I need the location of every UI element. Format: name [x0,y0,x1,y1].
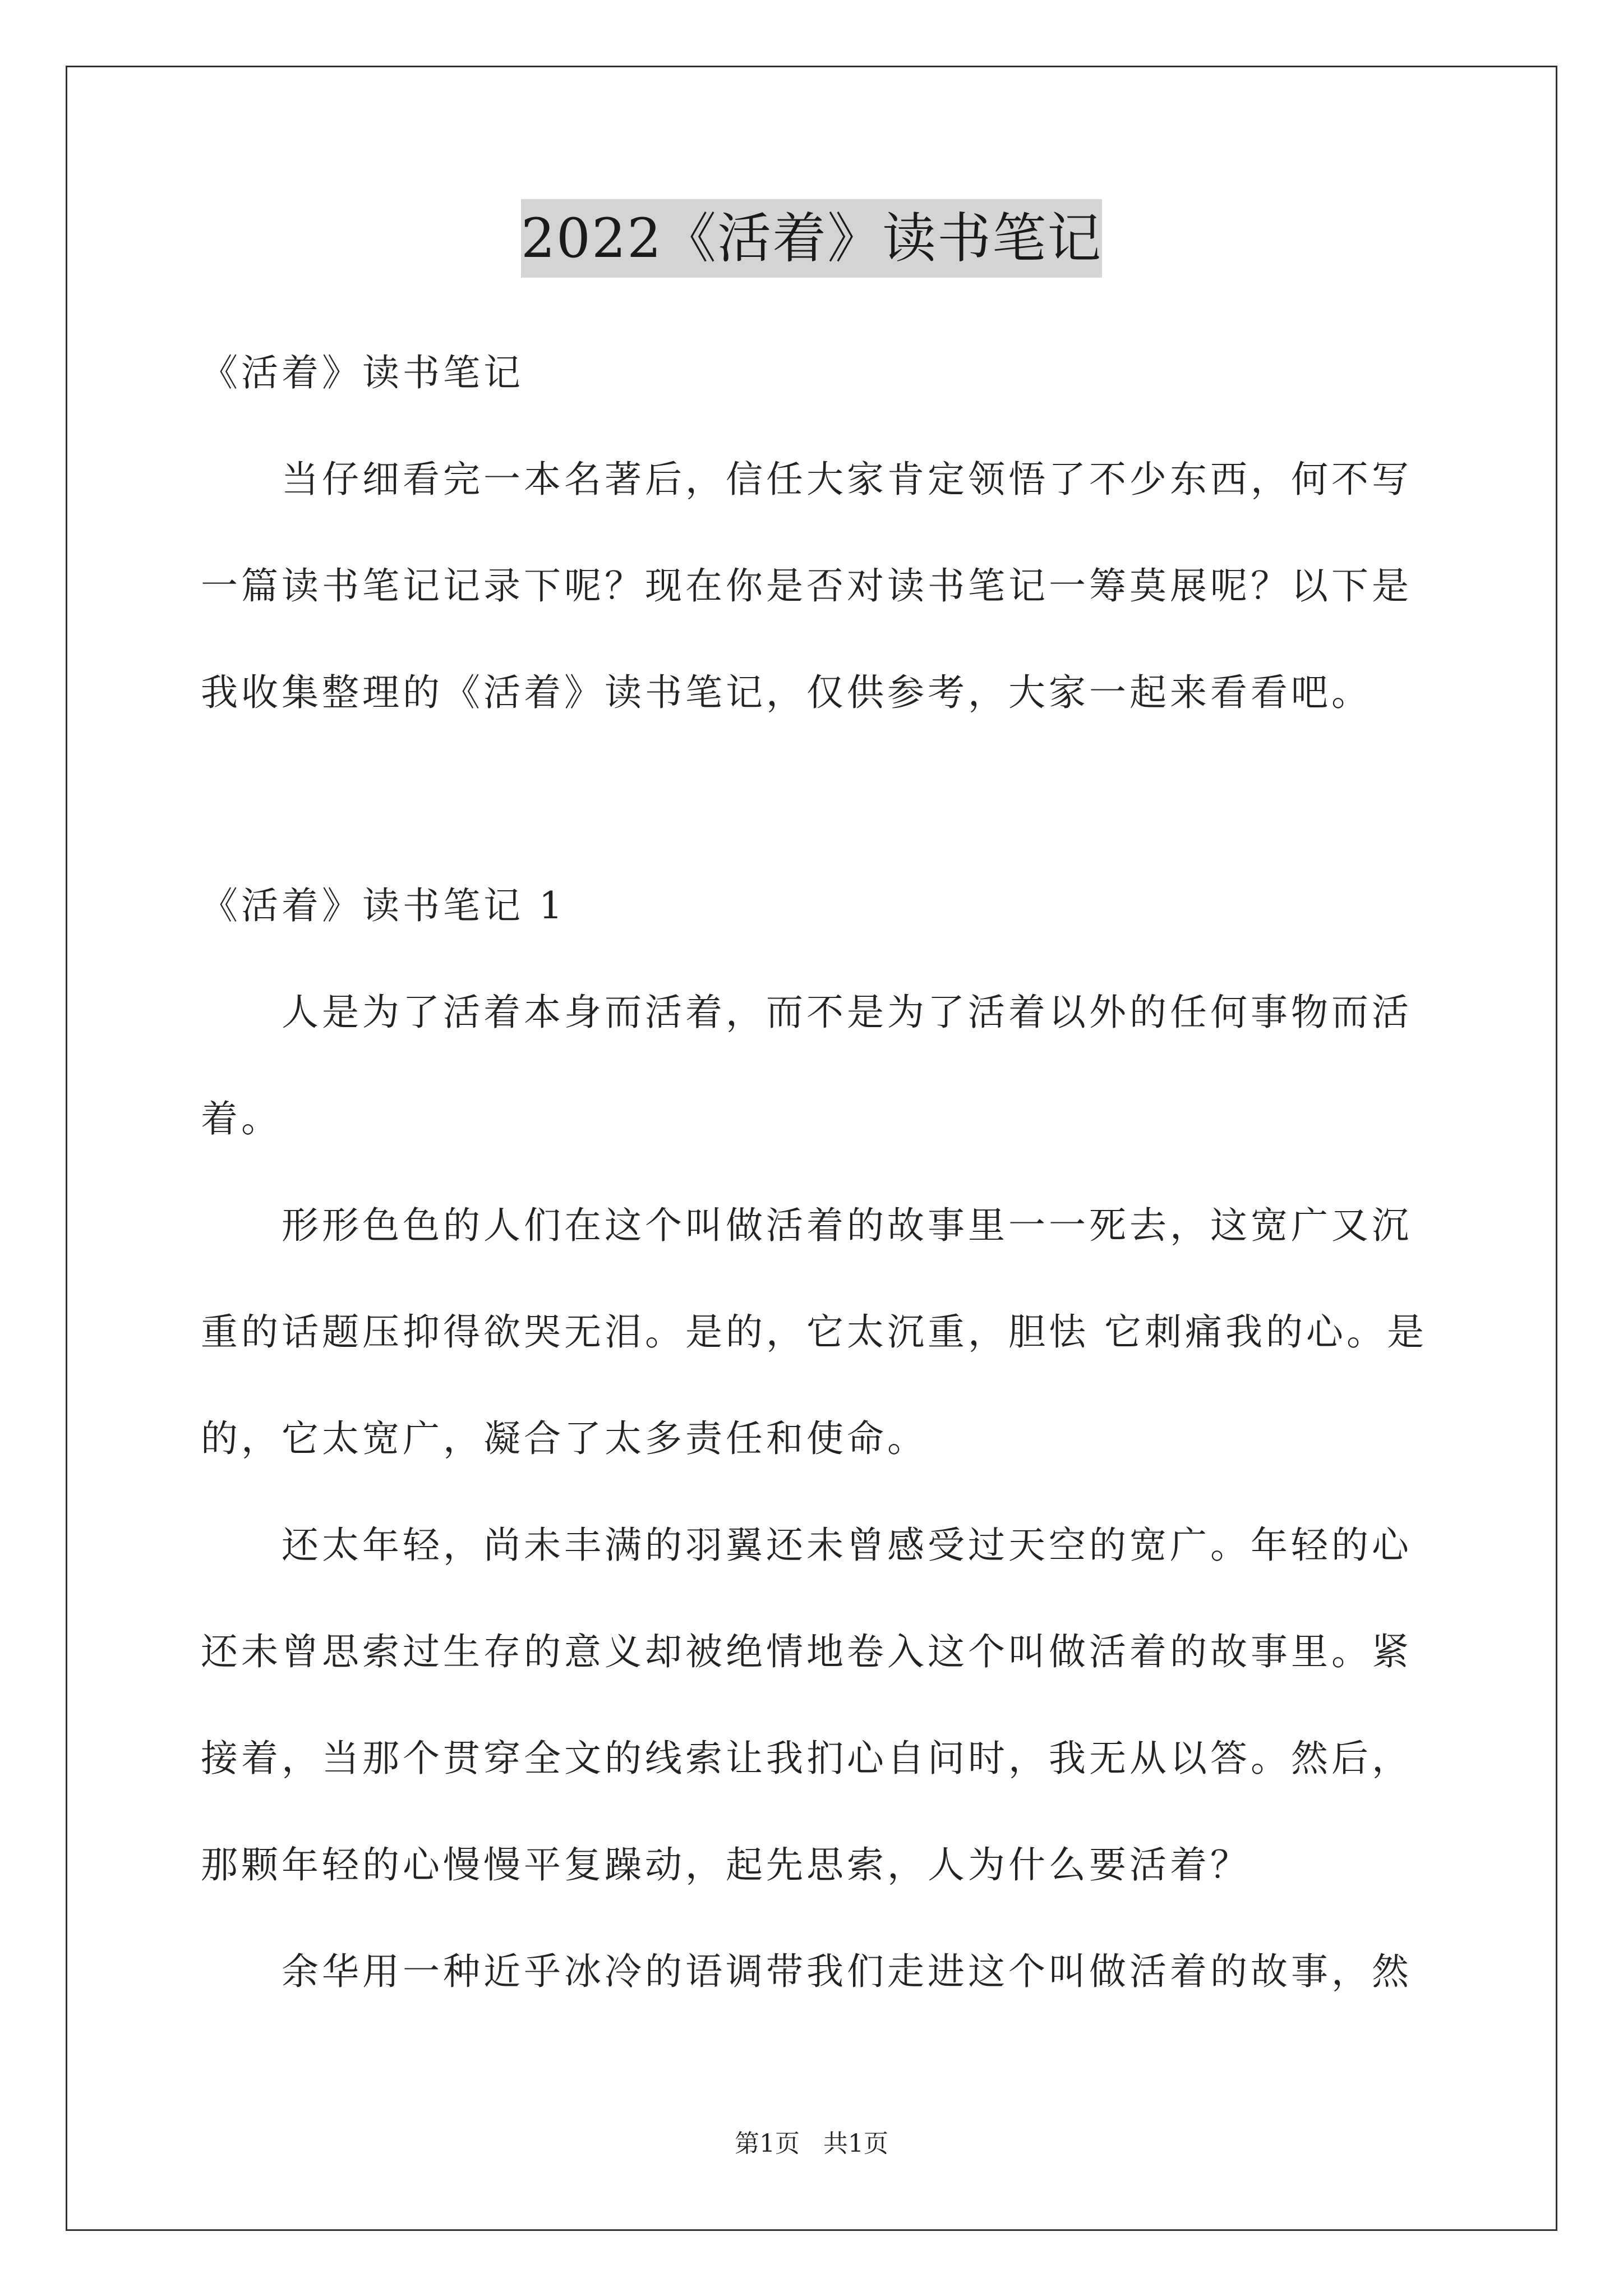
page-footer [0,2123,1623,2159]
intro-paragraph-line: 我收集整理的《活着》读书笔记，仅供参考，大家一起来看看吧。 [201,671,1372,714]
title-container [0,199,1623,278]
paragraph-line: 那颗年轻的心慢慢平复躁动，起先思索，人为什么要活着？ [201,1843,1251,1887]
intro-paragraph-line: 一篇读书笔记记录下呢？现在你是否对读书笔记一筹莫展呢？以下是 [201,564,1412,608]
paragraph-line: 形形色色的人们在这个叫做活着的故事里一一死去，这宽广又沉 [282,1204,1412,1247]
intro-paragraph-line: 当仔细看完一本名著后，信任大家肯定领悟了不少东西，何不写 [282,458,1412,501]
paragraph-line: 还太年轻，尚未丰满的羽翼还未曾感受过天空的宽广。年轻的心 [282,1524,1412,1567]
page-number: 第1页 共1页 [735,2129,888,2158]
paragraph-line: 的，它太宽广，凝合了太多责任和使命。 [201,1417,928,1460]
section-heading-intro: 《活着》读书笔记 [201,351,524,394]
paragraph-line: 人是为了活着本身而活着，而不是为了活着以外的任何事物而活 [282,991,1412,1034]
paragraph-line: 接着，当那个贯穿全文的线索让我扪心自问时，我无从以答。然后， [201,1737,1412,1780]
document-body [201,348,1435,2053]
document-title: 2022《活着》读书笔记 [521,199,1102,278]
paragraph-line: 余华用一种近乎冰冷的语调带我们走进这个叫做活着的故事，然 [282,1950,1412,1993]
paragraph-line: 着。 [201,1097,282,1140]
paragraph-line: 还未曾思索过生存的意义却被绝情地卷入这个叫做活着的故事里。紧 [201,1630,1412,1673]
section-heading-note-1: 《活着》读书笔记 1 [201,884,566,927]
paragraph-line: 重的话题压抑得欲哭无泪。是的，它太沉重，胆怯 它刺痛我的心。是 [201,1310,1427,1354]
blank-line [201,774,1435,881]
